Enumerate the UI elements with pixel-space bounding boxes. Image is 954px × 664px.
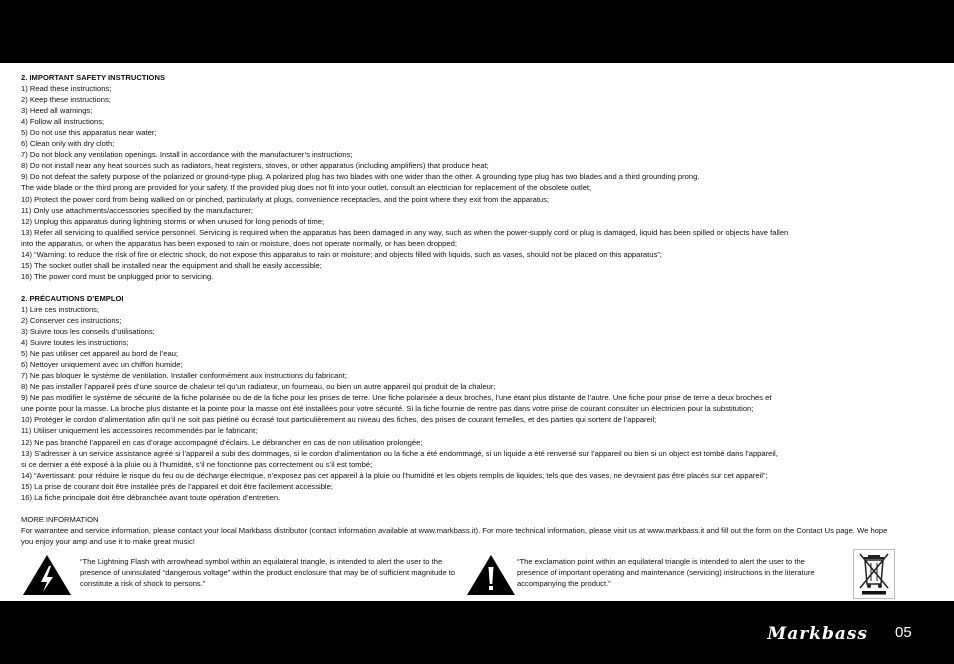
instruction-item: 10) Protéger le cordon d’alimentation afin qu’il ne soit pas piétiné ou écrasé tout particulièrement au niveau des fiches, des prises de courant femelles, et des parties qui sortent de l’appareil; (21, 415, 657, 425)
instruction-item: 10) Protect the power cord from being walked on or pinched, particularly at plugs, convenience receptacles, and the point where they exit from the apparatus; (21, 194, 550, 204)
instruction-item: 5) Ne pas utiliser cet appareil au bord de l’eau; (21, 349, 179, 359)
instruction-item: 12) Ne pas branché l’appareil en cas d’orage accompagné d’éclairs. Le débrancher en cas de non utilisation prolongée; (21, 437, 423, 447)
instruction-item: 13) Refer all servicing to qualified service personnel. Servicing is required when the apparatus has been damaged in any way, such as when the power-supply cord or plug is damaged, liquid has been spilled or objects have fallen (21, 227, 789, 237)
instruction-item: 3) Heed all warnings; (21, 106, 93, 116)
instruction-item: 8) Do not install near any heat sources such as radiators, heat registers, stoves, or other apparatus (including amplifiers) that produce heat; (21, 161, 489, 171)
instructions-content (21, 72, 921, 547)
instruction-item: 2) Keep these instructions; (21, 95, 111, 105)
safety-list-en (21, 83, 921, 282)
instruction-item: 8) Ne pas installer l’appareil près d’une source de chaleur tel qu’un radiateur, un fourneau, ou bien un autre appareil qui produit de la chaleur; (21, 382, 496, 392)
page-number: 05 (895, 624, 912, 641)
markbass-logo (710, 622, 870, 644)
header-band (0, 0, 954, 63)
spacer (21, 503, 921, 514)
section-heading-fr: 2. PRÉCAUTIONS D’EMPLOI (21, 293, 124, 303)
instruction-item: 4) Suivre toutes les instructions; (21, 338, 129, 348)
instruction-item: 11) Only use attachments/accessories specified by the manufacturer; (21, 205, 254, 215)
instruction-item: 6) Clean only with dry cloth; (21, 139, 115, 149)
instruction-item: 4) Follow all instructions; (21, 117, 105, 127)
instruction-item: 7) Do not block any ventilation openings. Install in accordance with the manufacturer’s instructions; (21, 150, 353, 160)
exclamation-symbol-text: “The exclamation point within an equilateral triangle is intended to alert the user to the presence of important operating and maintenance (servicing) instructions in the literature accompanying the product.” (517, 557, 815, 588)
instruction-item: 9) Do not defeat the safety purpose of the polarized or ground-type plug. A polarized plug has two blades with one wider than the other. A grounding type plug has two blades and a third grounding prong. (21, 172, 700, 182)
instruction-item: 9) Ne pas modifier le système de sécurité de la fiche polarisée ou de de la fiche pour les prises de terre. Une fiche polarisée a deux broches, l’une étant plus distante de l’autre. Une fiche pour prise de terre a deux broches et (21, 393, 772, 403)
instruction-item: 13) S’adresser à un service assistance agréé si l’appareil a subi des dommages, si le cordon d’alimentation ou la fiche a été endommagé, si un liquide a été renversé sur l’appareil ou bien si un object est tombé dans l’appareil, (21, 448, 778, 458)
instruction-item: 15) The socket outlet shall be installed near the equipment and shall be easily accessible; (21, 260, 322, 270)
instruction-item: 6) Nettoyer uniquement avec un chiffon humide; (21, 360, 183, 370)
crossed-bin-icon (854, 550, 894, 598)
instruction-item: The wide blade or the third prong are provided for your safety. If the provided plug does not fit into your outlet, consult an electrician for replacement of the obsolete outlet; (21, 183, 592, 193)
instruction-item: 5) Do not use this apparatus near water; (21, 128, 157, 138)
instruction-item: 14) “Warning: to reduce the risk of fire or electric shock, do not expose this apparatus to rain or moisture; and objects filled with liquids, such as vases, should not be placed on this apparatus”; (21, 249, 662, 259)
lightning-warning-icon (21, 553, 73, 597)
brand-name: Markbass (767, 624, 868, 644)
section-heading-en: 2. IMPORTANT SAFETY INSTRUCTIONS (21, 73, 166, 82)
instruction-item: 1) Read these instructions; (21, 84, 112, 94)
instruction-item: 15) La prise de courant doit être installée près de l’appareil et doit être facilement accessible; (21, 481, 333, 491)
spacer (21, 282, 921, 293)
more-info-text: For warrantee and service information, please contact your local Markbass distributor (contact information available at www.markbass.it). For more technical information, please visit us at www.markbass.it and fill out the form on the Contact Us page. We hope you enjoy your amp and use it to make great music! (21, 525, 888, 546)
weee-mark (853, 549, 895, 599)
instruction-item: 12) Unplug this apparatus during lightning storms or when unused for long periods of time; (21, 216, 325, 226)
exclamation-warning-icon (465, 553, 517, 597)
instruction-item: into the apparatus, or when the apparatus has been exposed to rain or moisture, does not operate normally, or has been dropped; (21, 238, 457, 248)
instruction-item: une pointe pour la masse. La broche plus distante et la pointe pour la masse ont été installées pour votre sécurité. Si la fiche fournie de rentre pas dans votre prise de courant consulter un électricien pour la substitution; (21, 404, 754, 414)
instruction-item: 11) Utiliser uniquement les accessoires recommendés par le fabricant; (21, 426, 258, 436)
instruction-item: 3) Suivre tous les conseils d’utilisations; (21, 327, 155, 337)
instruction-item: 1) Lire ces instructions; (21, 304, 100, 314)
safety-list-fr (21, 304, 921, 503)
instruction-item: si ce dernier a été exposé à la pluie ou à l’humidité, s’il ne fonctionne pas correctement ou s’il est tombé; (21, 459, 373, 469)
lightning-symbol-text: “The Lightning Flash with arrowhead symbol within an equilateral triangle, is intended to alert the user to the presence of uninsulated “dangerous voltage” within the product enclosure that may be of sufficient magnitude to constitute a risk of shock to persons.” (80, 557, 456, 588)
instruction-item: 7) Ne pas bloquer le système de ventilation. Installer conformément aux instructions du fabricant; (21, 371, 347, 381)
instruction-item: 2) Conserver ces instructions; (21, 315, 122, 325)
more-info-heading: MORE INFORMATION (21, 514, 99, 524)
instruction-item: 16) The power cord must be unplugged prior to servicing. (21, 271, 214, 281)
instruction-item: 14) “Avertissant: pour réduire le risque du feu ou de décharge électrique, n’exposez pas cet appareil à la pluie ou l’humidité et les objets remplis de liquides; tels que des vases, ne devraient pas être placés sur cet appareil”; (21, 470, 768, 480)
instruction-item: 16) La fiche principale doit être débranchée avant toute opération d’entretien. (21, 492, 281, 502)
